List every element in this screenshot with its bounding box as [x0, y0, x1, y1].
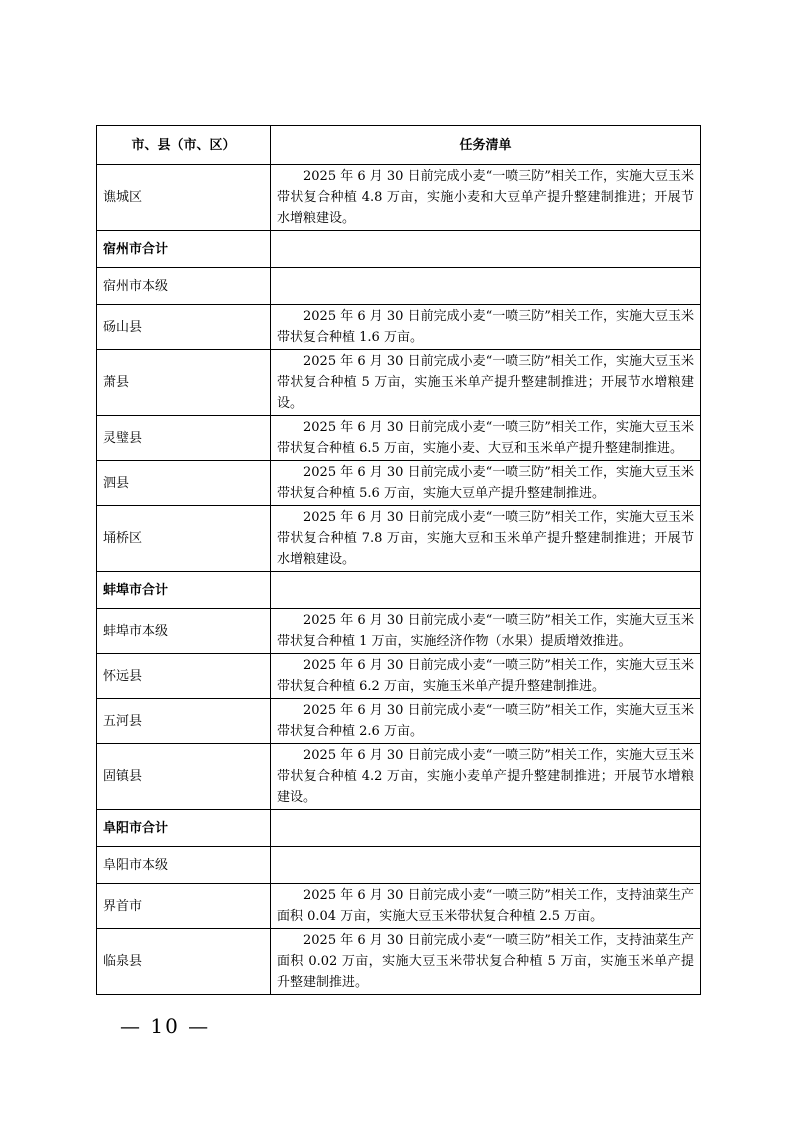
task-cell: 2025 年 6 月 30 日前完成小麦“一喷三防”相关工作，实施大豆玉米带状复合种植 5 万亩，实施玉米单产提升整建制推进；开展节水增粮建设。: [271, 350, 701, 416]
table-row: [97, 884, 701, 929]
task-cell: [271, 268, 701, 305]
header-region: 市、县（市、区）: [97, 126, 271, 165]
task-cell: 2025 年 6 月 30 日前完成小麦“一喷三防”相关工作，实施大豆玉米带状复合种植 2.6 万亩。: [271, 699, 701, 744]
table-body: [97, 165, 701, 995]
table-row: [97, 165, 701, 231]
table-row: [97, 416, 701, 461]
page-number: — 10 —: [120, 1014, 211, 1038]
task-cell: 2025 年 6 月 30 日前完成小麦“一喷三防”相关工作，支持油菜生产面积 0.04 万亩，实施大豆玉米带状复合种植 2.5 万亩。: [271, 884, 701, 929]
table-row: [97, 609, 701, 654]
county-name-cell: 临泉县: [97, 929, 271, 995]
table-row: [97, 506, 701, 572]
table-row: [97, 268, 701, 305]
task-cell: 2025 年 6 月 30 日前完成小麦“一喷三防”相关工作，实施大豆玉米带状复合种植 6.2 万亩，实施玉米单产提升整建制推进。: [271, 654, 701, 699]
table-row: [97, 699, 701, 744]
table-row: [97, 654, 701, 699]
table-row: [97, 744, 701, 810]
table-row: [97, 847, 701, 884]
table-row: [97, 350, 701, 416]
county-name-cell: 界首市: [97, 884, 271, 929]
county-name-cell: 怀远县: [97, 654, 271, 699]
task-cell: [271, 847, 701, 884]
table-row: [97, 929, 701, 995]
city-total-row: [97, 810, 701, 847]
county-name-cell: 五河县: [97, 699, 271, 744]
county-name-cell: 埇桥区: [97, 506, 271, 572]
task-cell: [271, 572, 701, 609]
county-name-cell: 泗县: [97, 461, 271, 506]
task-cell: 2025 年 6 月 30 日前完成小麦“一喷三防”相关工作，实施大豆玉米带状复合种植 1.6 万亩。: [271, 305, 701, 350]
task-cell: 2025 年 6 月 30 日前完成小麦“一喷三防”相关工作，实施大豆玉米带状复合种植 5.6 万亩，实施大豆单产提升整建制推进。: [271, 461, 701, 506]
county-name-cell: 阜阳市本级: [97, 847, 271, 884]
task-cell: [271, 810, 701, 847]
city-name-cell: 宿州市合计: [97, 231, 271, 268]
table-row: [97, 305, 701, 350]
task-cell: 2025 年 6 月 30 日前完成小麦“一喷三防”相关工作，实施大豆玉米带状复合种植 4.8 万亩，实施小麦和大豆单产提升整建制推进；开展节水增粮建设。: [271, 165, 701, 231]
city-total-row: [97, 572, 701, 609]
header-task-list: 任务清单: [271, 126, 701, 165]
task-cell: 2025 年 6 月 30 日前完成小麦“一喷三防”相关工作，实施大豆玉米带状复合种植 6.5 万亩，实施小麦、大豆和玉米单产提升整建制推进。: [271, 416, 701, 461]
city-name-cell: 蚌埠市合计: [97, 572, 271, 609]
table-header-row: [97, 126, 701, 165]
county-name-cell: 灵璧县: [97, 416, 271, 461]
task-cell: 2025 年 6 月 30 日前完成小麦“一喷三防”相关工作，实施大豆玉米带状复合种植 1 万亩，实施经济作物（水果）提质增效推进。: [271, 609, 701, 654]
table-row: [97, 461, 701, 506]
county-name-cell: 谯城区: [97, 165, 271, 231]
county-name-cell: 砀山县: [97, 305, 271, 350]
city-total-row: [97, 231, 701, 268]
task-cell: 2025 年 6 月 30 日前完成小麦“一喷三防”相关工作，实施大豆玉米带状复合种植 4.2 万亩，实施小麦单产提升整建制推进；开展节水增粮建设。: [271, 744, 701, 810]
task-list-table: [96, 125, 701, 995]
county-name-cell: 宿州市本级: [97, 268, 271, 305]
county-name-cell: 蚌埠市本级: [97, 609, 271, 654]
city-name-cell: 阜阳市合计: [97, 810, 271, 847]
task-cell: 2025 年 6 月 30 日前完成小麦“一喷三防”相关工作，实施大豆玉米带状复合种植 7.8 万亩，实施大豆和玉米单产提升整建制推进；开展节水增粮建设。: [271, 506, 701, 572]
task-cell: 2025 年 6 月 30 日前完成小麦“一喷三防”相关工作，支持油菜生产面积 0.02 万亩，实施大豆玉米带状复合种植 5 万亩，实施玉米单产提升整建制推进。: [271, 929, 701, 995]
county-name-cell: 固镇县: [97, 744, 271, 810]
county-name-cell: 萧县: [97, 350, 271, 416]
task-cell: [271, 231, 701, 268]
